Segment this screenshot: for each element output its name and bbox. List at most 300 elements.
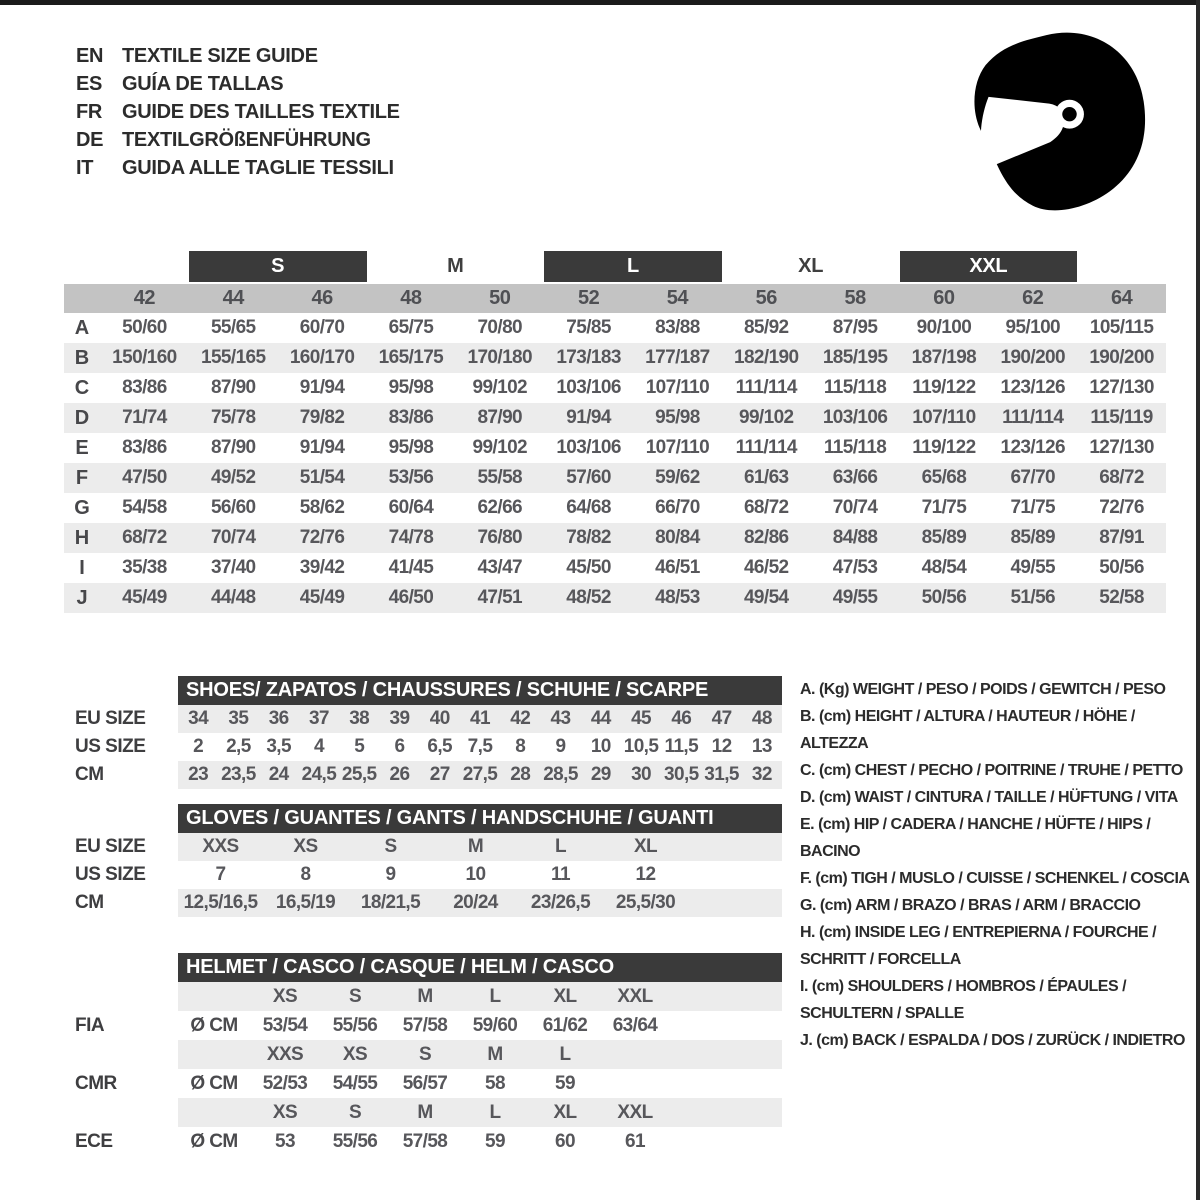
value-cell: 25,5 [341, 764, 377, 785]
measure-row [64, 889, 782, 917]
value-cell: XS [293, 836, 318, 857]
size-value: 46/50 [388, 587, 434, 608]
helmet-value: 52/53 [262, 1072, 308, 1094]
size-value: 35/38 [122, 557, 167, 578]
size-table-row [64, 583, 1166, 613]
helmet-rows [64, 982, 782, 1156]
value-cell: 43 [550, 708, 571, 729]
value-cell: 38 [349, 708, 370, 729]
row-label: US SIZE [75, 736, 146, 757]
size-group-label: S [189, 251, 367, 282]
value-cell: L [554, 836, 566, 857]
measure-row [64, 761, 782, 789]
helmet-size-label: M [417, 1101, 433, 1123]
measure-row [64, 833, 782, 861]
language-title: TEXTILGRÖßENFÜHRUNG [122, 128, 371, 151]
language-row [76, 42, 400, 70]
language-code: IT [76, 156, 94, 179]
value-cell: 18/21,5 [360, 892, 421, 913]
value-cell: 6,5 [427, 736, 453, 757]
size-rows [64, 313, 1166, 613]
standard-label: CMR [75, 1072, 117, 1094]
row-letter: J [76, 586, 88, 609]
size-value: 103/106 [556, 377, 621, 398]
size-number: 50 [489, 287, 511, 309]
value-cell: 48 [751, 708, 772, 729]
size-value: 123/126 [1000, 377, 1065, 398]
value-cell: 12,5/16,5 [183, 892, 258, 913]
size-table-row [64, 433, 1166, 463]
size-value: 123/126 [1000, 437, 1065, 458]
size-group-label: L [544, 251, 722, 282]
helmet-size-label: L [489, 1101, 501, 1123]
size-value: 127/130 [1089, 437, 1154, 458]
size-value: 111/114 [1002, 407, 1064, 428]
size-value: 65/68 [921, 467, 967, 488]
value-cell: 25,5/30 [615, 892, 676, 913]
size-value: 103/106 [556, 437, 621, 458]
gloves-title: GLOVES / GUANTES / GANTS / HANDSCHUHE / GUANTI [178, 804, 782, 833]
size-value: 50/56 [921, 587, 967, 608]
helmet-value: 63/64 [612, 1014, 658, 1036]
size-value: 99/102 [472, 377, 527, 398]
size-value: 74/78 [388, 527, 434, 548]
size-value: 47/53 [832, 557, 878, 578]
row-values [178, 889, 782, 917]
row-values [178, 761, 782, 789]
size-value: 68/72 [122, 527, 167, 548]
size-value: 87/90 [210, 437, 256, 458]
size-value: 115/118 [823, 437, 887, 458]
size-value: 48/52 [566, 587, 611, 608]
size-value: 49/52 [210, 467, 256, 488]
size-value: 63/66 [832, 467, 878, 488]
measure-row [64, 861, 782, 889]
size-value: 55/65 [210, 317, 256, 338]
value-cell: 2,5 [226, 736, 251, 757]
size-table-row [64, 493, 1166, 523]
size-value: 95/98 [388, 437, 434, 458]
value-cell: 9 [385, 864, 396, 885]
value-cell: 35 [228, 708, 249, 729]
helmet-value: 57/58 [402, 1130, 448, 1152]
value-cell: 31,5 [704, 764, 739, 785]
value-cell: M [467, 836, 484, 857]
diameter-unit: Ø CM [190, 1072, 238, 1094]
row-letter: F [75, 466, 89, 489]
helmet-size-header-row [64, 982, 782, 1011]
size-value: 177/187 [645, 347, 710, 368]
value-cell: 44 [590, 708, 611, 729]
size-value: 190/200 [1000, 347, 1065, 368]
size-value: 70/80 [477, 317, 523, 338]
size-table-row [64, 553, 1166, 583]
value-cell: 11 [551, 864, 570, 885]
legend-item: J. (cm) BACK / ESPALDA / DOS / ZURÜCK / INDIETRO [800, 1032, 1185, 1049]
helmet-size-label: L [489, 985, 501, 1007]
size-value: 50/56 [1099, 557, 1144, 578]
size-value: 99/102 [738, 407, 794, 428]
diameter-unit: Ø CM [190, 1130, 238, 1152]
language-title: GUÍA DE TALLAS [122, 72, 284, 95]
size-value: 95/98 [655, 407, 700, 428]
helmet-size-label: XS [342, 1043, 368, 1065]
standard-label: ECE [75, 1130, 113, 1152]
size-value: 84/88 [832, 527, 878, 548]
helmet-value: 53/54 [262, 1014, 308, 1036]
size-value: 49/55 [1010, 557, 1056, 578]
size-table-row [64, 523, 1166, 553]
size-value: 82/86 [743, 527, 789, 548]
spacer [178, 1098, 250, 1127]
value-cell: 36 [268, 708, 289, 729]
size-value: 185/195 [822, 347, 888, 368]
size-value: 155/165 [201, 347, 266, 368]
legend-item: B. (cm) HEIGHT / ALTURA / HAUTEUR / HÖHE / ALTEZZA [800, 708, 1135, 752]
spacer [64, 804, 178, 833]
helmet-values [178, 1069, 782, 1098]
row-letter: E [75, 436, 89, 459]
language-code: EN [76, 44, 104, 67]
value-cell: 39 [389, 708, 410, 729]
language-row [76, 126, 400, 154]
helmet-value: 59 [485, 1130, 505, 1152]
size-value: 83/86 [122, 377, 167, 398]
row-label: EU SIZE [75, 836, 146, 857]
size-value: 37/40 [210, 557, 256, 578]
size-value: 103/106 [822, 407, 888, 428]
size-value: 56/60 [210, 497, 256, 518]
helmet-value-row [64, 1127, 782, 1156]
helmet-value-row [64, 1011, 782, 1040]
helmet-size-label: S [348, 1101, 362, 1123]
size-value: 107/110 [645, 437, 710, 458]
value-cell: 5 [354, 736, 365, 757]
size-number: 52 [577, 287, 600, 309]
size-value: 47/50 [122, 467, 167, 488]
size-value: 83/86 [122, 437, 167, 458]
value-cell: 42 [510, 708, 531, 729]
size-value: 49/55 [832, 587, 878, 608]
size-number: 44 [222, 287, 244, 309]
size-value: 55/58 [477, 467, 523, 488]
legend-item: H. (cm) INSIDE LEG / ENTREPIERNA / FOURCHE / SCHRITT / FORCELLA [800, 924, 1157, 968]
size-value: 115/118 [823, 377, 887, 398]
value-cell: 20/24 [453, 892, 498, 913]
size-value: 170/180 [467, 347, 532, 368]
helmet-value: 58 [485, 1072, 505, 1094]
row-label: US SIZE [75, 864, 146, 885]
size-value: 87/90 [210, 377, 256, 398]
size-number: 56 [755, 287, 777, 309]
value-cell: 27,5 [462, 764, 498, 785]
legend-item: G. (cm) ARM / BRAZO / BRAS / ARM / BRACCIO [800, 897, 1141, 914]
value-cell: 24,5 [301, 764, 337, 785]
size-value: 85/89 [921, 527, 967, 548]
size-value: 71/75 [1010, 497, 1056, 518]
helmet-value: 55/56 [332, 1014, 378, 1036]
size-number: 60 [933, 287, 955, 309]
value-cell: 41 [470, 708, 490, 729]
size-value: 95/98 [388, 377, 434, 398]
value-cell: 23/26,5 [530, 892, 591, 913]
size-value: 71/74 [122, 407, 167, 428]
value-cell: 23 [188, 764, 209, 785]
size-value: 105/115 [1089, 317, 1154, 338]
size-value: 72/76 [299, 527, 345, 548]
top-border-line [0, 0, 1200, 5]
row-letter: A [74, 316, 90, 339]
helmet-value: 59 [555, 1072, 575, 1094]
size-value: 49/54 [743, 587, 789, 608]
size-value: 60/70 [299, 317, 345, 338]
value-cell: 28,5 [543, 764, 578, 785]
size-value: 99/102 [472, 437, 527, 458]
value-cell: 10,5 [623, 736, 659, 757]
value-cell: 2 [193, 736, 204, 757]
row-letter: D [74, 406, 90, 429]
language-code: ES [76, 72, 103, 95]
value-cell: 34 [188, 708, 209, 729]
size-value: 75/85 [566, 317, 611, 338]
size-value: 91/94 [566, 407, 611, 428]
size-value: 46/52 [743, 557, 789, 578]
value-cell: 4 [313, 736, 324, 757]
language-row [76, 70, 400, 98]
helmet-section [64, 953, 782, 1156]
size-value: 79/82 [299, 407, 345, 428]
value-cell: 7,5 [467, 736, 493, 757]
value-cell: 46 [671, 708, 692, 729]
helmet-value: 53 [275, 1130, 295, 1152]
size-table-row [64, 463, 1166, 493]
value-cell: 13 [751, 736, 772, 757]
value-cell: 12 [635, 864, 656, 885]
language-code: FR [76, 100, 103, 123]
helmet-value: 54/55 [332, 1072, 378, 1094]
size-number: 58 [844, 287, 866, 309]
size-table-row [64, 313, 1166, 343]
standard-label: FIA [75, 1014, 105, 1036]
size-value: 91/94 [299, 377, 345, 398]
size-value: 51/54 [299, 467, 345, 488]
spacer [64, 676, 178, 705]
size-value: 52/58 [1099, 587, 1144, 608]
row-label: CM [75, 764, 104, 785]
size-value: 53/56 [388, 467, 434, 488]
helmet-value: 59/60 [472, 1014, 518, 1036]
row-values [178, 861, 782, 889]
helmet-title: HELMET / CASCO / CASQUE / HELM / CASCO [178, 953, 782, 982]
helmet-size-label: L [559, 1043, 571, 1065]
value-cell: XXS [202, 836, 239, 857]
value-cell: 40 [429, 708, 450, 729]
size-value: 83/88 [655, 317, 700, 338]
measurement-legend [800, 676, 1200, 1054]
size-group-label: XL [798, 255, 824, 277]
size-group-label: XXL [900, 251, 1078, 282]
value-cell: 3,5 [266, 736, 291, 757]
helmet-values [178, 1127, 782, 1156]
size-group-label: M [447, 255, 464, 277]
size-value: 127/130 [1089, 377, 1154, 398]
helmet-icon [950, 22, 1162, 216]
legend-item: E. (cm) HIP / CADERA / HANCHE / HÜFTE / HIPS / BACINO [800, 816, 1151, 860]
size-value: 107/110 [645, 377, 710, 398]
size-value: 48/54 [921, 557, 967, 578]
gloves-section [64, 804, 782, 917]
size-value: 67/70 [1010, 467, 1056, 488]
size-value: 119/122 [912, 437, 976, 458]
legend-item: C. (cm) CHEST / PECHO / POITRINE / TRUHE / PETTO [800, 762, 1183, 779]
helmet-sizes [178, 982, 782, 1011]
size-value: 83/86 [388, 407, 434, 428]
helmet-value: 55/56 [332, 1130, 378, 1152]
helmet-size-label: XXL [617, 985, 653, 1007]
value-cell: 30 [631, 764, 652, 785]
row-label: EU SIZE [75, 708, 146, 729]
spacer [64, 982, 178, 1011]
value-cell: 45 [631, 708, 652, 729]
row-values [178, 833, 782, 861]
size-value: 64/68 [566, 497, 611, 518]
helmet-size-label: XXS [266, 1043, 304, 1065]
language-row [76, 154, 400, 182]
size-value: 111/114 [735, 437, 797, 458]
helmet-size-label: XS [272, 985, 298, 1007]
size-value: 48/53 [655, 587, 700, 608]
value-cell: 23,5 [221, 764, 256, 785]
size-value: 150/160 [112, 347, 177, 368]
value-cell: 11,5 [664, 736, 699, 757]
helmet-size-label: M [417, 985, 433, 1007]
value-cell: 10 [590, 736, 611, 757]
value-cell: 24 [268, 764, 289, 785]
size-group-header [64, 251, 1166, 282]
language-code: DE [76, 128, 104, 151]
size-value: 39/42 [299, 557, 345, 578]
language-title: GUIDA ALLE TAGLIE TESSILI [122, 156, 394, 179]
size-value: 107/110 [912, 407, 976, 428]
size-value: 71/75 [921, 497, 967, 518]
language-title: TEXTILE SIZE GUIDE [122, 44, 318, 67]
shoes-title: SHOES/ ZAPATOS / CHAUSSURES / SCHUHE / SCARPE [178, 676, 782, 705]
size-value: 51/56 [1010, 587, 1056, 608]
row-letter: B [74, 346, 90, 369]
size-value: 95/100 [1005, 317, 1060, 338]
helmet-sizes [178, 1098, 782, 1127]
spacer [178, 1040, 250, 1069]
size-value: 190/200 [1089, 347, 1154, 368]
helmet-size-label: XXL [617, 1101, 653, 1123]
size-value: 85/89 [1010, 527, 1056, 548]
row-letter: I [79, 556, 85, 579]
size-value: 76/80 [477, 527, 523, 548]
value-cell: 30,5 [664, 764, 699, 785]
size-number: 46 [311, 287, 333, 309]
size-value: 66/70 [655, 497, 700, 518]
value-cell: 8 [515, 736, 526, 757]
size-value: 173/183 [556, 347, 621, 368]
value-cell: XL [633, 836, 658, 857]
size-value: 61/63 [743, 467, 789, 488]
value-cell: 7 [215, 864, 226, 885]
size-value: 87/90 [477, 407, 523, 428]
helmet-value-row [64, 1069, 782, 1098]
size-value: 75/78 [210, 407, 256, 428]
size-value: 45/49 [122, 587, 167, 608]
size-value: 65/75 [388, 317, 434, 338]
shoes-rows [64, 705, 782, 789]
size-table-row [64, 343, 1166, 373]
diameter-unit: Ø CM [190, 1014, 238, 1036]
value-cell: 26 [389, 764, 410, 785]
measure-row [64, 733, 782, 761]
value-cell: 47 [711, 708, 732, 729]
value-cell: 16,5/19 [275, 892, 336, 913]
legend-item: D. (cm) WAIST / CINTURA / TAILLE / HÜFTUNG / VITA [800, 789, 1178, 806]
size-value: 182/190 [734, 347, 799, 368]
size-number: 54 [666, 287, 689, 309]
helmet-size-label: XS [272, 1101, 298, 1123]
size-value: 160/170 [289, 347, 355, 368]
size-value: 68/72 [743, 497, 789, 518]
size-value: 68/72 [1099, 467, 1144, 488]
size-value: 72/76 [1099, 497, 1144, 518]
size-value: 78/82 [566, 527, 611, 548]
size-value: 50/60 [122, 317, 167, 338]
row-values [178, 733, 782, 761]
helmet-size-label: S [418, 1043, 432, 1065]
helmet-values [178, 1011, 782, 1040]
row-letter: C [74, 376, 90, 399]
spacer [64, 1040, 178, 1069]
size-value: 111/114 [735, 377, 797, 398]
value-cell: 37 [308, 708, 329, 729]
size-value: 70/74 [210, 527, 256, 548]
helmet-value: 57/58 [402, 1014, 448, 1036]
helmet-size-label: XL [553, 1101, 577, 1123]
size-number: 64 [1110, 287, 1133, 309]
value-cell: 29 [590, 764, 611, 785]
measure-row [64, 705, 782, 733]
size-value: 43/47 [477, 557, 523, 578]
size-value: 85/92 [743, 317, 789, 338]
helmet-value: 60 [555, 1130, 575, 1152]
helmet-size-header-row [64, 1040, 782, 1069]
size-value: 165/175 [378, 347, 444, 368]
language-title: GUIDE DES TAILLES TEXTILE [122, 100, 400, 123]
row-label: CM [75, 892, 104, 913]
row-letter: H [74, 526, 90, 549]
size-table-row [64, 403, 1166, 433]
size-value: 80/84 [655, 527, 700, 548]
size-value: 44/48 [210, 587, 256, 608]
helmet-value: 61 [625, 1130, 645, 1152]
size-value: 187/198 [911, 347, 977, 368]
helmet-size-label: XL [553, 985, 577, 1007]
size-value: 54/58 [122, 497, 167, 518]
size-value: 41/45 [388, 557, 434, 578]
value-cell: 28 [510, 764, 531, 785]
legend-item: A. (Kg) WEIGHT / PESO / POIDS / GEWITCH / PESO [800, 681, 1166, 698]
helmet-size-label: M [487, 1043, 503, 1065]
value-cell: 12 [711, 736, 732, 757]
size-value: 91/94 [299, 437, 345, 458]
size-value: 115/119 [1090, 407, 1153, 428]
size-value: 60/64 [388, 497, 434, 518]
size-number-band [64, 284, 1166, 313]
